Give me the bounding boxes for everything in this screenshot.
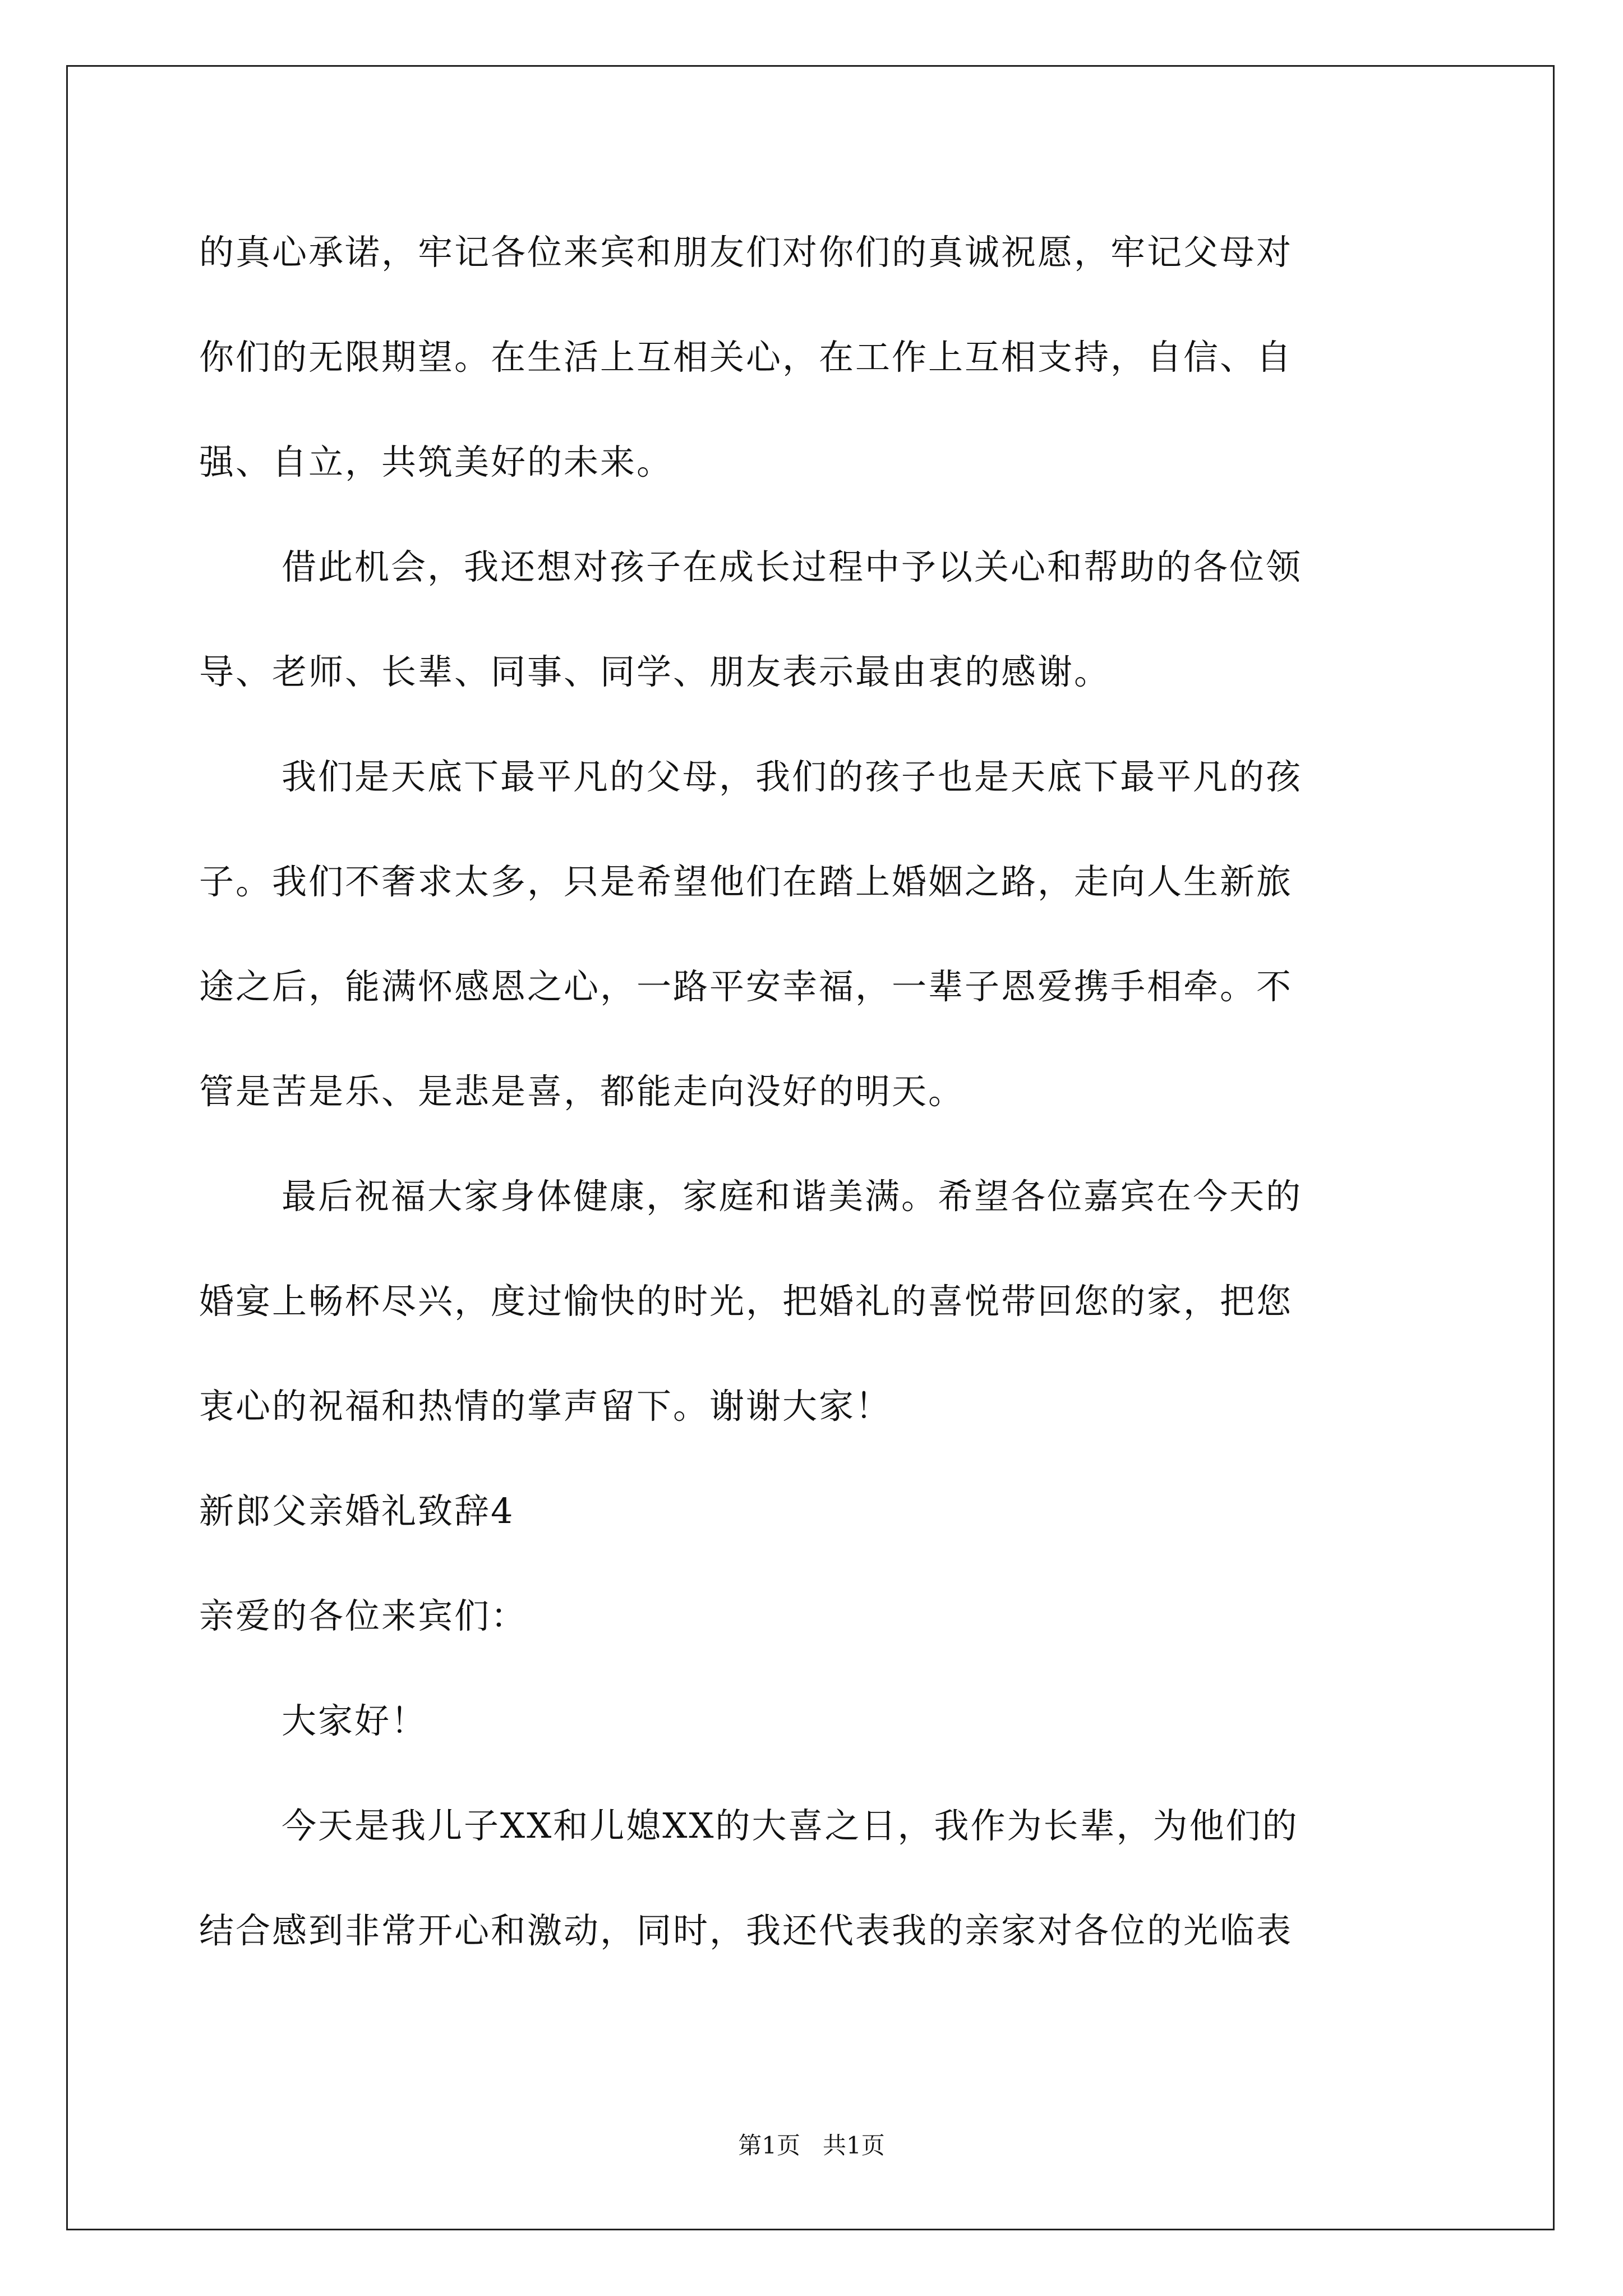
- text-line: 婚宴上畅杯尽兴，度过愉快的时光，把婚礼的喜悦带回您的家，把您: [199, 1281, 1293, 1322]
- text-line: 子。我们不奢求太多，只是希望他们在踏上婚姻之路，走向人生新旅: [199, 861, 1293, 902]
- text-line: 的真心承诺，牢记各位来宾和朋友们对你们的真诚祝愿，牢记父母对: [199, 232, 1293, 273]
- page-border: [66, 65, 1555, 2230]
- paragraph-first-line: 今天是我儿子XX和儿媳XX的大喜之日，我作为长辈，为他们的: [282, 1805, 1299, 1846]
- text-line: 途之后，能满怀感恩之心，一路平安幸福，一辈子恩爱携手相牵。不: [199, 966, 1293, 1007]
- text-line: 你们的无限期望。在生活上互相关心，在工作上互相支持，自信、自: [199, 337, 1293, 378]
- paragraph-first-line: 我们是天底下最平凡的父母，我们的孩子也是天底下最平凡的孩: [282, 756, 1303, 797]
- greeting: 大家好！: [282, 1700, 428, 1741]
- section-heading: 新郎父亲婚礼致辞4: [199, 1490, 515, 1531]
- text-line: 导、老师、长辈、同事、同学、朋友表示最由衷的感谢。: [199, 651, 1111, 692]
- salutation: 亲爱的各位来宾们：: [199, 1595, 528, 1636]
- text-line: 强、自立，共筑美好的未来。: [199, 441, 674, 482]
- text-line: 衷心的祝福和热情的掌声留下。谢谢大家！: [199, 1386, 892, 1427]
- text-line: 结合感到非常开心和激动，同时，我还代表我的亲家对各位的光临表: [199, 1910, 1293, 1951]
- text-line: 管是苦是乐、是悲是喜，都能走向没好的明天。: [199, 1071, 965, 1112]
- page-footer: 第1页 共1页: [738, 2132, 885, 2159]
- paragraph-first-line: 最后祝福大家身体健康，家庭和谐美满。希望各位嘉宾在今天的: [282, 1176, 1303, 1217]
- paragraph-first-line: 借此机会，我还想对孩子在成长过程中予以关心和帮助的各位领: [282, 546, 1303, 587]
